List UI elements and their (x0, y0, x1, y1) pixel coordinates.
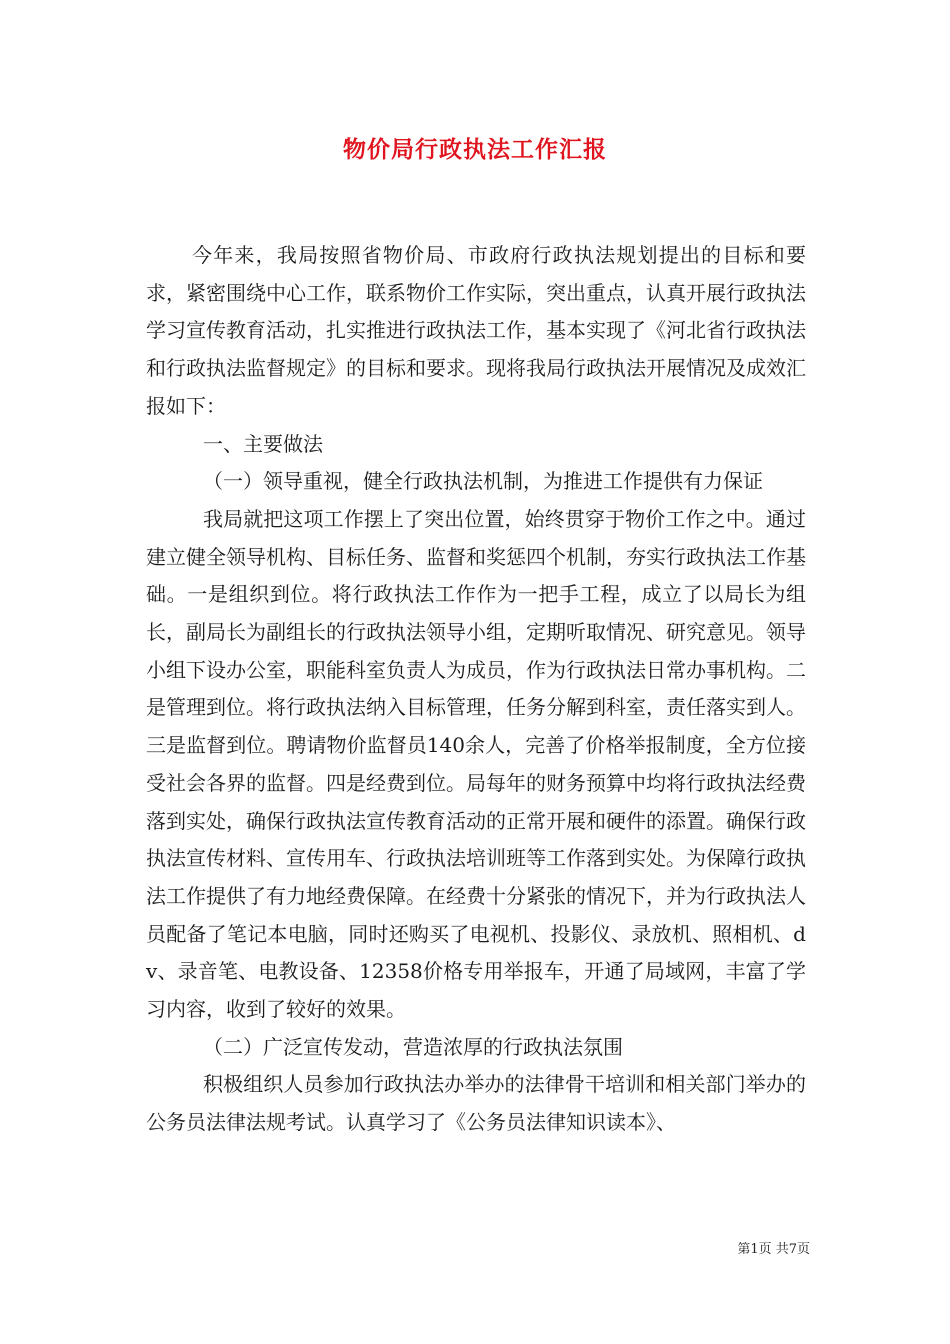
document-body (146, 237, 806, 1142)
leadership-paragraph: 我局就把这项工作摆上了突出位置，始终贯穿于物价工作之中。通过建立健全领导机构、目标任务、监督和奖惩四个机制，夯实行政执法工作基础。一是组织到位。将行政执法工作作为一把手工程，成立了以局长为组长，副局长为副组长的行政执法领导小组，定期听取情况、研究意见。领导小组下设办公室，职能科室负责人为成员，作为行政执法日常办事机构。二是管理到位。将行政执法纳入目标管理，任务分解到科室，责任落实到人。三是监督到位。聘请物价监督员140余人，完善了价格举报制度，全方位接受社会各界的监督。四是经费到位。局每年的财务预算中均将行政执法经费落到实处，确保行政执法宣传教育活动的正常开展和硬件的添置。确保行政执法宣传材料、宣传用车、行政执法培训班等工作落到实处。为保障行政执法工作提供了有力地经费保障。在经费十分紧张的情况下，并为行政执法人员配备了笔记本电脑，同时还购买了电视机、投影仪、录放机、照相机、dv、录音笔、电教设备、12358价格专用举报车，开通了局域网，丰富了学习内容，收到了较好的效果。 (146, 506, 806, 1022)
subsection-heading-publicity: （二）广泛宣传发动，营造浓厚的行政执法氛围 (203, 1034, 623, 1059)
subsection-heading-leadership: （一）领导重视，健全行政执法机制，为推进工作提供有力保证 (203, 469, 763, 494)
publicity-paragraph: 积极组织人员参加行政执法办举办的法律骨干培训和相关部门举办的公务员法律法规考试。认真学习了《公务员法律知识读本》、 (146, 1072, 806, 1135)
intro-paragraph: 今年来，我局按照省物价局、市政府行政执法规划提出的目标和要求，紧密围绕中心工作，联系物价工作实际，突出重点，认真开展行政执法学习宣传教育活动，扎实推进行政执法工作，基本实现了《河北省行政执法和行政执法监督规定》的目标和要求。现将我局行政执法开展情况及成效汇报如下： (146, 243, 806, 418)
section-heading-main-practices: 一、主要做法 (203, 431, 323, 456)
page-number-footer: 第1页 共7页 (737, 1242, 810, 1257)
document-title: 物价局行政执法工作汇报 (343, 136, 607, 163)
